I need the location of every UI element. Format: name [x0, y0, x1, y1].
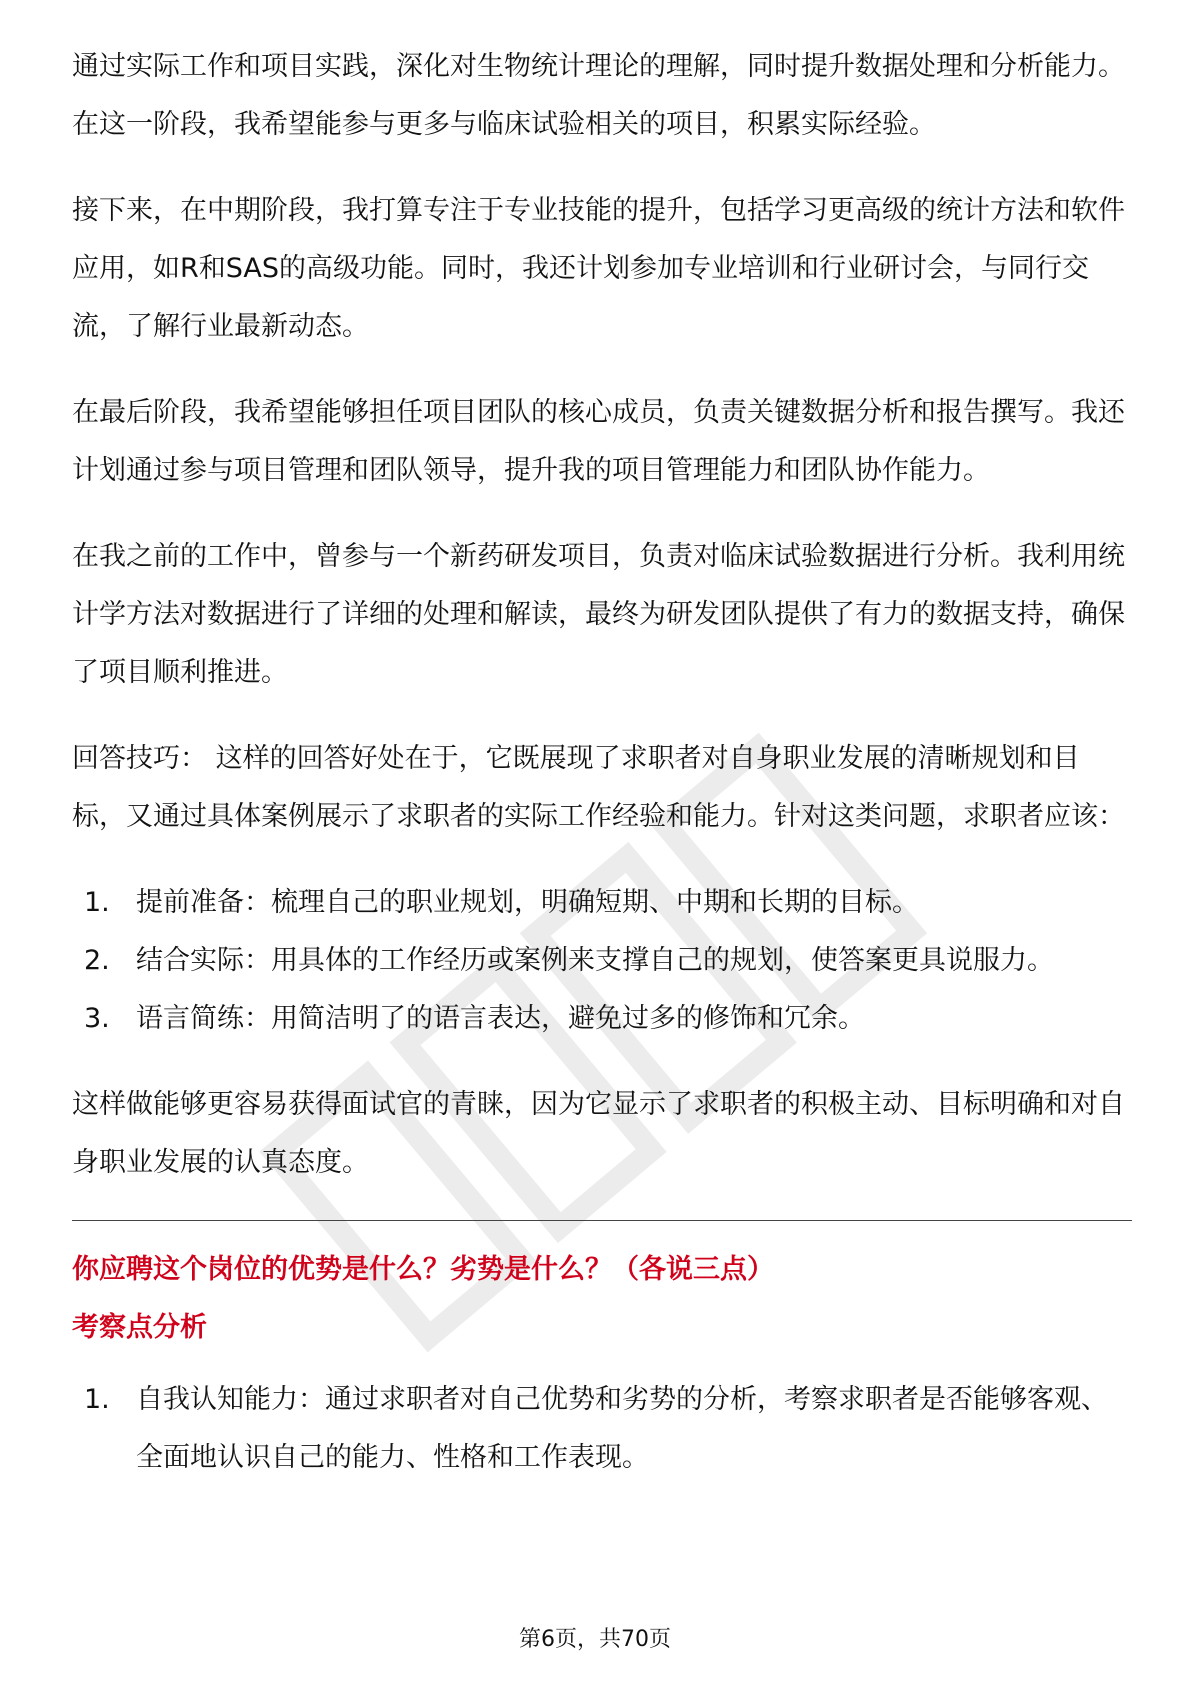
paragraph: 在我之前的工作中，曾参与一个新药研发项目，负责对临床试验数据进行分析。我利用统计学方法对数据进行了详细的处理和解读，最终为研发团队提供了有力的数据支持，确保了项目顺利推进。	[72, 541, 1125, 688]
list-number: 1.	[84, 887, 110, 918]
question-subtitle: 考察点分析	[72, 1312, 207, 1343]
list-text: 自我认知能力：通过求职者对自己优势和劣势的分析，考察求职者是否能够客观、全面地认识自己的能力、性格和工作表现。	[136, 1384, 1108, 1473]
analysis-list	[72, 1371, 1132, 1487]
list-text: 语言简练：用简洁明了的语言表达，避免过多的修饰和冗余。	[136, 1003, 865, 1034]
list-number: 1.	[84, 1384, 110, 1415]
page-footer: 第6页，共70页	[519, 1627, 671, 1652]
section-divider	[72, 1220, 1132, 1221]
tips-list	[72, 874, 1132, 1048]
list-text: 结合实际：用具体的工作经历或案例来支撑自己的规划，使答案更具说服力。	[136, 945, 1054, 976]
list-number: 3.	[84, 1003, 110, 1034]
list-item	[72, 990, 1132, 1048]
paragraph: 通过实际工作和项目实践，深化对生物统计理论的理解，同时提升数据处理和分析能力。在这一阶段，我希望能参与更多与临床试验相关的项目，积累实际经验。	[72, 51, 1125, 140]
page-content	[72, 38, 1132, 1515]
list-item	[72, 874, 1132, 932]
question-title: 你应聘这个岗位的优势是什么？劣势是什么？（各说三点）	[72, 1254, 774, 1285]
answer-tips-intro: 回答技巧： 这样的回答好处在于，它既展现了求职者对自身职业发展的清晰规划和目标，又通过具体案例展示了求职者的实际工作经验和能力。针对这类问题，求职者应该：	[72, 743, 1125, 832]
list-item	[72, 932, 1132, 990]
list-number: 2.	[84, 945, 110, 976]
paragraph: 在最后阶段，我希望能够担任项目团队的核心成员，负责关键数据分析和报告撰写。我还计划通过参与项目管理和团队领导，提升我的项目管理能力和团队协作能力。	[72, 397, 1125, 486]
paragraph: 接下来，在中期阶段，我打算专注于专业技能的提升，包括学习更高级的统计方法和软件应用，如R和SAS的高级功能。同时，我还计划参加专业培训和行业研讨会，与同行交流，了解行业最新动态。	[72, 195, 1125, 342]
list-item	[72, 1371, 1132, 1487]
list-text: 提前准备：梳理自己的职业规划，明确短期、中期和长期的目标。	[136, 887, 919, 918]
closing-paragraph: 这样做能够更容易获得面试官的青睐，因为它显示了求职者的积极主动、目标明确和对自身职业发展的认真态度。	[72, 1089, 1125, 1178]
